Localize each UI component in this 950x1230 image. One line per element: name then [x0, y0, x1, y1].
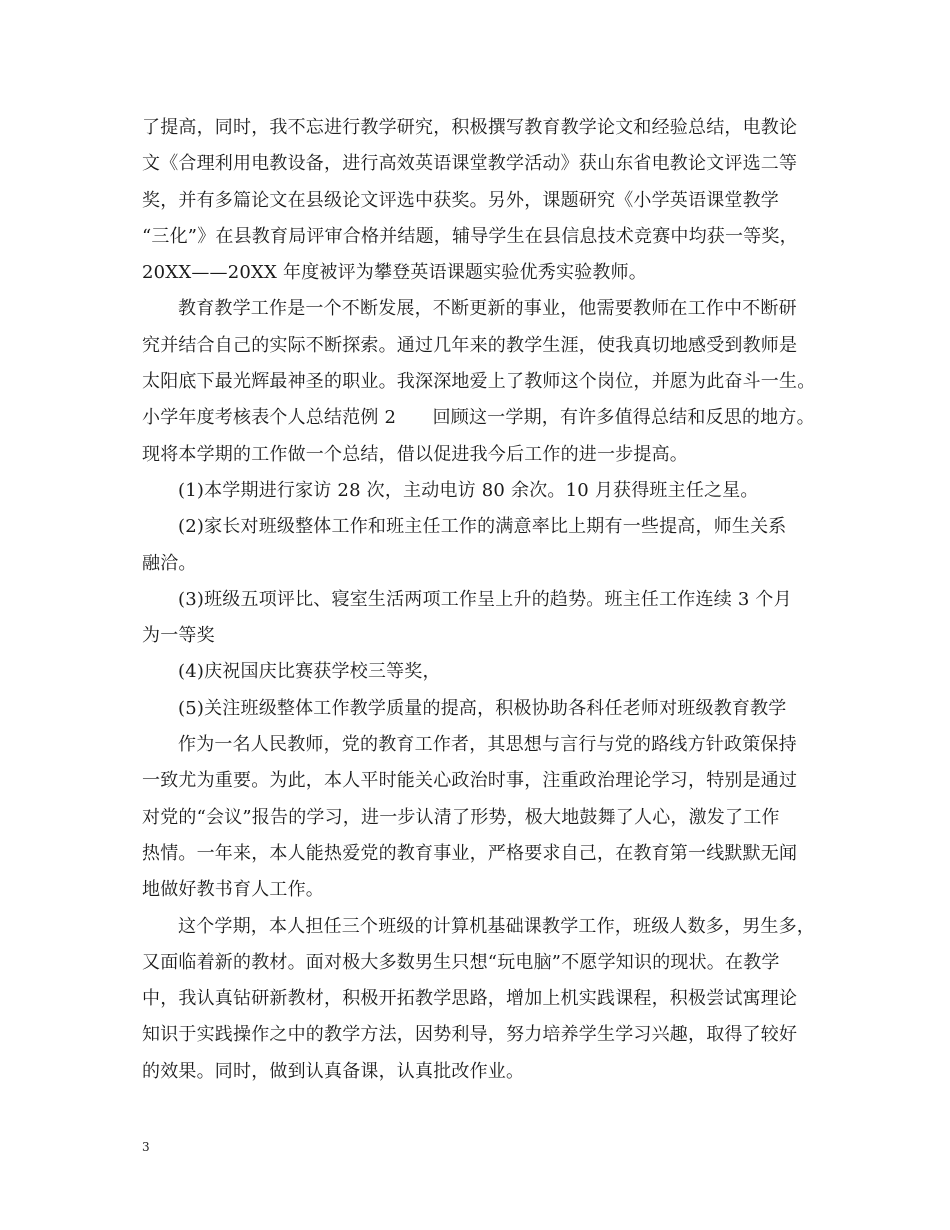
text-line: (1)本学期进行家访 28 次，主动电访 80 余次。10 月获得班主任之星。 [178, 479, 759, 501]
text-line: 小学年度考核表个人总结范例 2 回顾这一学期，有许多值得总结和反思的地方。 [142, 407, 815, 429]
text-line: “三化”》在县教育局评审合格并结题，辅导学生在县信息技术竞赛中均获一等奖， [142, 225, 798, 247]
page-number: 3 [142, 1140, 150, 1154]
text-line: 为一等奖 [142, 625, 215, 647]
text-line: (2)家长对班级整体工作和班主任工作的满意率比上期有一些提高，师生关系 [178, 516, 787, 538]
text-line: 究并结合自己的实际不断探索。通过几年来的教学生涯，使我真切地感受到教师是 [142, 334, 798, 356]
text-line: 20XX——20XX 年度被评为攀登英语课题实验优秀实验教师。 [142, 262, 647, 284]
text-line: 的效果。同时，做到认真备课，认真批改作业。 [142, 1060, 525, 1082]
text-line: (4)庆祝国庆比赛获学校三等奖， [178, 661, 441, 683]
text-line: (5)关注班级整体工作教学质量的提高，积极协助各科任老师对班级教育教学 [178, 697, 787, 719]
text-line: 一致尤为重要。为此，本人平时能关心政治时事，注重政治理论学习，特别是通过 [142, 770, 798, 792]
text-line: 这个学期，本人担任三个班级的计算机基础课教学工作，班级人数多，男生多， [178, 915, 815, 937]
text-line: 文《合理利用电教设备，进行高效英语课堂教学活动》获山东省电教论文评选二等 [142, 153, 798, 175]
text-line: 现将本学期的工作做一个总结，借以促进我今后工作的进一步提高。 [142, 443, 688, 465]
text-line: 融洽。 [142, 552, 197, 574]
text-line: 作为一名人民教师，党的教育工作者，其思想与言行与党的路线方针政策保持 [178, 734, 797, 756]
text-line: 奖，并有多篇论文在县级论文评选中获奖。另外，课题研究《小学英语课堂教学 [142, 189, 779, 211]
text-line: 知识于实践操作之中的教学方法，因势利导，努力培养学生学习兴趣，取得了较好 [142, 1024, 798, 1046]
text-line: 又面临着新的教材。面对极大多数男生只想“玩电脑”不愿学知识的现状。在教学 [142, 951, 780, 973]
text-line: (3)班级五项评比、寝室生活两项工作呈上升的趋势。班主任工作连续 3 个月 [178, 588, 792, 610]
text-line: 中，我认真钻研新教材，积极开拓教学思路，增加上机实践课程，积极尝试寓理论 [142, 988, 798, 1010]
body-text [142, 110, 822, 1090]
text-line: 了提高，同时，我不忘进行教学研究，积极撰写教育教学论文和经验总结，电教论 [142, 117, 798, 138]
text-line: 地做好教书育人工作。 [142, 879, 324, 901]
text-line: 教育教学工作是一个不断发展，不断更新的事业，他需要教师在工作中不断研 [178, 298, 797, 320]
text-line: 热情。一年来，本人能热爱党的教育事业，严格要求自己，在教育第一线默默无闻 [142, 842, 798, 864]
text-line: 太阳底下最光辉最神圣的职业。我深深地爱上了教师这个岗位，并愿为此奋斗一生。 [142, 371, 816, 393]
text-line: 对党的“会议”报告的学习，进一步认清了形势，极大地鼓舞了人心，激发了工作 [142, 806, 780, 828]
